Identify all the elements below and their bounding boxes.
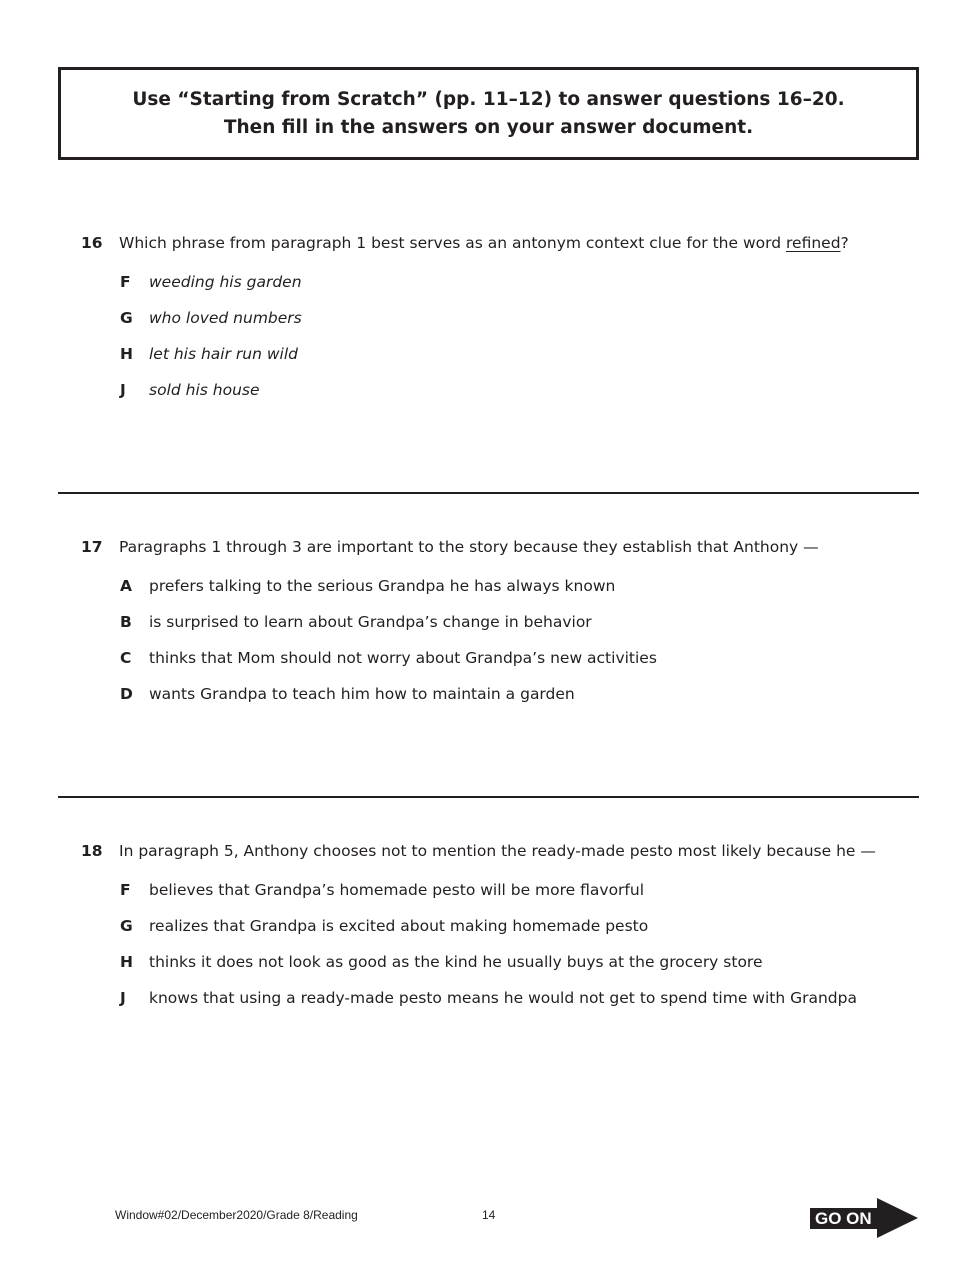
answer-option-j[interactable] xyxy=(120,988,881,1009)
option-letter: H xyxy=(120,345,133,363)
answer-option-h[interactable] xyxy=(120,344,881,365)
option-letter: F xyxy=(120,273,131,291)
answer-option-f[interactable] xyxy=(120,272,881,293)
option-letter: C xyxy=(120,649,132,667)
question-16 xyxy=(81,233,881,416)
answer-options xyxy=(81,880,881,1009)
question-number: 16 xyxy=(81,234,103,252)
question-text: In paragraph 5, Anthony chooses not to mention the ready-made pesto most likely because he — xyxy=(119,842,876,860)
answer-options xyxy=(81,576,881,705)
instructions-line-1: Use “Starting from Scratch” (pp. 11–12) to answer questions 16–20. xyxy=(132,88,845,110)
question-number: 17 xyxy=(81,538,103,556)
answer-option-c[interactable] xyxy=(120,648,881,669)
answer-option-h[interactable] xyxy=(120,952,881,973)
footer-document-id: Window#02/December2020/Grade 8/Reading xyxy=(115,1208,358,1222)
page-number: 14 xyxy=(482,1208,496,1222)
answer-option-f[interactable] xyxy=(120,880,881,901)
go-on-label: GO ON xyxy=(815,1209,872,1228)
option-text: let his hair run wild xyxy=(149,345,298,363)
option-letter: G xyxy=(120,309,133,327)
go-on-button[interactable] xyxy=(810,1198,920,1238)
option-text: is surprised to learn about Grandpa’s change in behavior xyxy=(149,613,592,631)
answer-options xyxy=(81,272,881,401)
answer-option-a[interactable] xyxy=(120,576,881,597)
answer-option-b[interactable] xyxy=(120,612,881,633)
right-arrow-icon xyxy=(877,1198,918,1238)
answer-option-j[interactable] xyxy=(120,380,881,401)
option-letter: F xyxy=(120,881,131,899)
option-letter: A xyxy=(120,577,132,595)
option-text: weeding his garden xyxy=(149,273,302,291)
answer-option-d[interactable] xyxy=(120,684,881,705)
question-18 xyxy=(81,841,881,1024)
option-letter: H xyxy=(120,953,133,971)
section-divider xyxy=(58,796,919,798)
option-text: thinks it does not look as good as the kind he usually buys at the grocery store xyxy=(149,953,763,971)
option-text: who loved numbers xyxy=(149,309,302,327)
question-stem xyxy=(81,233,881,254)
question-number: 18 xyxy=(81,842,103,860)
option-text: realizes that Grandpa is excited about making homemade pesto xyxy=(149,917,649,935)
answer-option-g[interactable] xyxy=(120,308,881,329)
question-text: Paragraphs 1 through 3 are important to the story because they establish that Anthony — xyxy=(119,538,819,556)
underlined-word: refined xyxy=(786,234,841,252)
option-text: knows that using a ready-made pesto means he would not get to spend time with Grandpa xyxy=(149,989,857,1007)
question-stem xyxy=(81,537,881,558)
option-text: believes that Grandpa’s homemade pesto will be more flavorful xyxy=(149,881,645,899)
stem-text-before: Which phrase from paragraph 1 best serves as an antonym context clue for the word xyxy=(119,234,786,252)
option-text: thinks that Mom should not worry about Grandpa’s new activities xyxy=(149,649,657,667)
option-letter: D xyxy=(120,685,133,703)
option-letter: G xyxy=(120,917,133,935)
question-17 xyxy=(81,537,881,720)
option-text: prefers talking to the serious Grandpa he has always known xyxy=(149,577,616,595)
answer-option-g[interactable] xyxy=(120,916,881,937)
instructions-line-2: Then fill in the answers on your answer document. xyxy=(223,116,754,138)
option-letter: J xyxy=(120,381,126,399)
stem-text-after: ? xyxy=(840,234,849,252)
option-text: sold his house xyxy=(149,381,260,399)
option-letter: B xyxy=(120,613,132,631)
option-letter: J xyxy=(120,989,126,1007)
section-divider xyxy=(58,492,919,494)
question-text xyxy=(119,233,881,254)
question-stem xyxy=(81,841,881,862)
instructions-box xyxy=(58,67,919,160)
option-text: wants Grandpa to teach him how to maintain a garden xyxy=(149,685,575,703)
